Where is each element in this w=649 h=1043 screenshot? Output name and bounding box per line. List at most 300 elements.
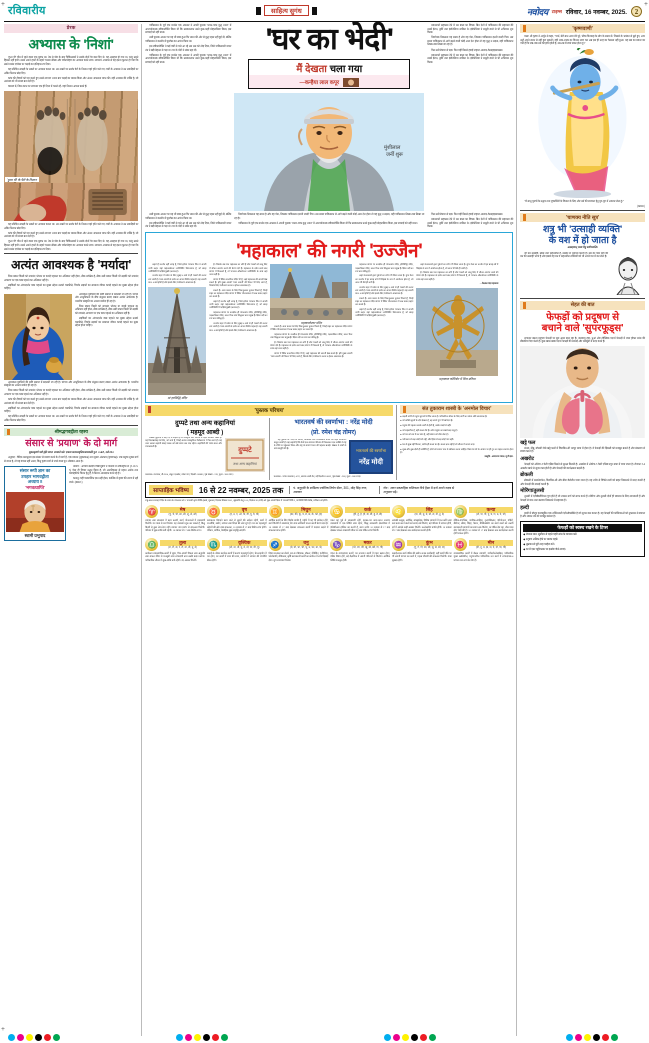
paragraph: कांच की दीवारों को पार करते हुए उसने लगभग 1000 बार चढ़ाई का प्रयास किया और अंतत: सफलता प्राप्त की। यही अभ्यास की शक्ति है, जो असंभव को भी संभव बना देती है। bbox=[4, 397, 139, 405]
paragraph: वह प्रतिदिन लकड़ी के तख्तों पर अभ्यास करता था। उन तख्तों पर उसके पैरों के निशान गहरे होते चले गए। वर्षों के अभ्यास ने उन लकड़ियों पर अमिट निशान छोड़ दिए। bbox=[4, 415, 139, 422]
image-feet-on-planks bbox=[4, 91, 138, 183]
book-1-title: दुप्पटे तथा अन्य कहानियां bbox=[175, 419, 235, 427]
zodiac-head bbox=[269, 538, 329, 551]
paragraph: उसी पुस्तक आधार पर यह भी स्पष्ट हुआ कि भारत की ओर से युद्ध पहल नहीं हुई थी, बल्कि पाकिस्तान ने कश्मीर में घुसपैठ कर आरंभ किया था। bbox=[145, 213, 232, 220]
zodiac-cell bbox=[207, 505, 267, 535]
marker-icon bbox=[403, 406, 406, 413]
quote-text: कड़वी वाणी से मनुष्य दुश्मनों से मित्र जाता है। पारिवारिक जीवन के लिए वाणी का संयम अति आवश्यक है। bbox=[402, 415, 488, 418]
health-intro bbox=[520, 337, 645, 344]
tip-item: ◆ प्रदूषण अधिक होने पर मास्क पहनें। bbox=[523, 538, 559, 542]
zodiac-head bbox=[330, 538, 390, 551]
dot-magenta bbox=[17, 1034, 24, 1041]
lead-col-a-body bbox=[145, 24, 231, 64]
section-label-chanakya bbox=[520, 213, 645, 222]
quote-item: ● जो सहनशील है, वही सच्चा वीर है। क्रोध मनुष्य का सबसे बड़ा शत्रु है। bbox=[400, 429, 458, 432]
zodiac-head bbox=[207, 538, 267, 551]
zodiac-forecast: कामकाज बिगड़ने काम वाले से दूसरों की अपेक्षा रहेगी, कार्य में राजनीति, उद्योग, व्यापार तथा शिक्षा की ओर शुभ है। मन का महत्वपूर्ण उद्देश्यों की ओर उच्च सफलता, 16 नवम्बर से 17 बाद विशेष लाभ होगी। परिवार, धार्मिक, वैवाहिक सुख समृद्धि आएगी। bbox=[206, 519, 267, 532]
paragraph: पाकिस्तान के पूर्व एक मार्शल एक अफसर ने अपनी पुस्तक 'भारत-पाक युद्ध 1965' में आश्चर्यजनक स्वीकारोक्ति किया थी कि उसकाध्यान उनने कुछ-कहीं मोहतालिया किया, इस सच्चाई को नहीं माना। bbox=[145, 24, 232, 35]
cmyk-registration-dots-center bbox=[176, 1034, 228, 1041]
image-chanakya-portrait bbox=[611, 253, 645, 295]
paragraph: तुलसी में एंटीबैक्टीरियल गुण होते हैं जो श्वसन मार्ग को साफ करते हैं। मोरिंगा और तुलसी दोनों ही स्वास्थ्य के लिए लाभकारी हैं और फेफड़ों से कफ तथा बलगम निकालने में सहायक हैं। bbox=[520, 495, 645, 502]
divider bbox=[4, 425, 138, 426]
paragraph: कांच की दीवारों को पार करते हुए उसने लगभग 1000 बार चढ़ाई का प्रयास किया और अंतत: सफलता प्राप्त की। यही अभ्यास की शक्ति है, जो असंभव को भी संभव बना देती है। bbox=[4, 231, 139, 239]
zodiac-cell bbox=[454, 505, 514, 535]
zodiac-cell bbox=[454, 538, 514, 562]
image-book-cover-2 bbox=[349, 440, 393, 474]
paragraph: पाकिस्तान के पूर्व एक मार्शल एक अफसर ने अपनी पुस्तक 'भारत-पाक युद्ध 1965' में आश्चर्यजनक स्वीकारोक्ति किया थी कि उसकाध्यान उनने कुछ-कहीं मोहतालिया किया, इस सच्चाई को नहीं माना। bbox=[238, 221, 418, 225]
zodiac-libra-icon: ♎ bbox=[145, 538, 158, 551]
byline-title bbox=[249, 60, 409, 75]
paragraph: जिस प्रकार किसी को नापसंद भोजन या कपड़े पहनना का अधिकार नहीं होता, ठीक सर्वश्रेष्ठ है, ठीक उसी प्रकार किसी भी लड़की को नापसंद आचरण पर एक वस्त्र पहनने का अधिकार नहीं है। bbox=[4, 389, 139, 396]
zodiac-head bbox=[454, 505, 514, 518]
byline-title-red: मैं देखता bbox=[296, 64, 327, 75]
zodiac-forecast: मकर ग्रह पूर्व से व्यवसायी रहेंगे, इसका-मन काम-काज उजागर व्यवसायों में एक स्थिति उच्च रहेगा, सिद्ध उच्चतामी क्षेत्र-विषय में गतिशीलता हासिल का करनी है, काम जारी। 16 नवम्बर से 17 बाद देखकर सफल व्यवसायी चौक पर उच्च मंडित लाभ मिलेगी। bbox=[330, 519, 390, 532]
dot-cyan bbox=[566, 1034, 573, 1041]
left-article-2-body bbox=[4, 275, 138, 291]
paragraph: प्रकाशकों सहकाल देने में मन डाला का विषय। बिन देशों में पाकिस्तान की सहायता की उसमें ईरान, तुर्की तथा इंडोनेशिया शामिल थे। इंडोनेशिया ने समुद्री रास्ते से भी अभियान शुरु किया। bbox=[427, 24, 514, 35]
health-subhead-3: ब्रोकली bbox=[520, 472, 533, 479]
ujjain-feature-box bbox=[145, 232, 513, 402]
zodiac-gemini-icon: ♊ bbox=[269, 505, 282, 518]
continued-col-3 bbox=[427, 213, 513, 230]
logo-navodaya: नवोदय bbox=[527, 7, 548, 17]
paragraph: प्रांगण में स्थित कालभैरव मंदिर भी है, जहां महाकाल की आरती देख सकते हैं। हरि मुख्य आरती 'भस्म आरती' की टिकट भी लिए जाते हैं, जिसके लिए पंजीकरण करना व होटल आवश्यक है। bbox=[270, 352, 353, 358]
image-feet-planks-lower bbox=[4, 183, 138, 221]
paragraph: तात्पर्य : आचार्य बलदेव विद्याभूषण ने वास्तव में उर्वीनवृत्ति से (5.10-3-5) ऐसा ही विचार उद्धृत किया है, जो अनादिकाल से महान अर्थक तथा व्यावहारिक चिंतन हेतु है, वे निरंतर आत्मज्ञान करते रहे हैं। bbox=[69, 465, 139, 476]
image-caption-temple-main: महाकालेश्वर मंदिर bbox=[300, 320, 322, 325]
zodiac-cell bbox=[330, 538, 390, 562]
byline-author: —कन्हैया लाल कपूर bbox=[299, 79, 340, 86]
man-with-gandhi-cap-icon bbox=[234, 93, 424, 211]
krishna-text-block bbox=[520, 35, 645, 46]
left-article-1-continued bbox=[4, 223, 138, 251]
right-column bbox=[520, 24, 645, 1036]
dot-black bbox=[35, 1034, 42, 1041]
zodiac-cell bbox=[269, 538, 329, 562]
square-marker-right-icon bbox=[312, 7, 317, 15]
zodiac-letters: (दी, दू, थ, झ, ञ, दे, दो, चा, ची) bbox=[475, 546, 507, 550]
quote-item: ● जो व्यक्ति दूसरों के दोष देखता है, वह अपने गुण भी खो देता है। bbox=[400, 420, 453, 423]
zodiac-forecast: कड़ाईजनक कार्य मंडित की उद्योग-जनक कार्यवाही, वहीं कार्यों मीठे पर भी अपनी परंपरा का कार्य में, महत्व मौसमी की सफलता मिलेगी। यात्रा सुखद रहेगी। bbox=[391, 552, 452, 562]
zodiac-forecast: देशिक-मांगलिक, न्यायिक-साहित्य, नृत्यनीतिज्ञान, परियोजना, मंदिरों, कैरियर, क्रीडा, सिंहर, फैशन, वैश्विकोद्योग का कार्य वालों को उत्तमी कामकाजी व्यापारों का समय तक मिलेगा, घर मंडित देश रहा, जीत यात्रा तीन भेड़ों की है। 16 नवम्बर से 17 बाद देखकर तक कार्यक्षमता करनी होगी सफल होगी। bbox=[453, 519, 514, 535]
svg-text:भारतवर्ष की स्वर्णाभा: भारतवर्ष की स्वर्णाभा bbox=[356, 447, 387, 453]
gita-box-chapter: अध्याय 8 bbox=[27, 479, 43, 485]
book-2-subtitle: (प्रो. रमेश चंद्र तोमर) bbox=[310, 428, 357, 436]
paragraph: उज्जैन शहर में प्रवेश के लिए सुबह 4 बजे से ही भक्तों की कतार लग जाती है। भस्म आरती के दर्शन का अपना विशेष महत्व है। यह आरती प्रात: 4 बजे होती है और इसके लिए पंजीकरण आवश्यक है। bbox=[209, 323, 268, 332]
dot-yellow bbox=[402, 1034, 409, 1041]
books-and-quotes-row bbox=[145, 405, 513, 481]
zodiac-head bbox=[330, 505, 390, 518]
man-with-lungs-icon bbox=[520, 346, 645, 438]
gita-box-title bbox=[6, 468, 64, 479]
zodiac-forecast: आपकी उत्सुक, आर्थिक, सांस्कृतिक, विविध व्यापारों में चल करेंगे तथा कम काम करने वालों को बनाए रखें मिलेगा, बड़े परिवार में व्यापार होगी, वर्ग में आपके कहीं अवसर मिलेंगे। उल्लेखनीय प्रगति होगी। 16 नवम्बर से 17 बाद देखकर तक कार्यक्षमता करनी होगी। bbox=[391, 519, 452, 532]
zodiac-forecast: विषय सजावट का सेवारे, इस-मन विषयक, डॉक्टर, मेडिसिन, इंजीनियर, फोटोग्राफी, सेविकास, कृषि कामकाजी कार्यों का कार्यरत में लाभ दिखाई देगा। शुभ समाचार मिलेगा। bbox=[268, 552, 329, 562]
byline-box bbox=[248, 59, 410, 89]
zodiac-head bbox=[269, 505, 329, 518]
ujjain-col-3 bbox=[270, 264, 352, 399]
paragraph: वह प्रतिदिन लकड़ी के तख्तों पर अभ्यास करता था। उन तख्तों पर उसके पैरों के निशान गहरे होते चले गए। वर्षों के अभ्यास ने उन लकड़ियों पर अमिट निशान छोड़ दिए। bbox=[4, 68, 139, 75]
paragraph: निर्णायक निकलता वह समय है और वह पोत, जिसका पाकिस्तान इतनी जल्दी गिरा। उस समय पाकिस्तान से आगे बढ़ने वाली कोई अन्य देश होता तो वह युद्ध न लड़ता, यही पाकिस्तान लिखा-जब लिखा जा रहा है। bbox=[234, 213, 425, 220]
publication-date: रविवार, 16 नवम्बर, 2025. bbox=[565, 9, 627, 16]
image-caption-temple-1: मां हरसिद्धि मंदिर bbox=[167, 395, 188, 400]
dot-red bbox=[420, 1034, 427, 1041]
column-divider bbox=[141, 24, 142, 1036]
dot-magenta bbox=[185, 1034, 192, 1041]
kicker-prerak: प्रेरक bbox=[4, 24, 138, 33]
quote-text: मनुष्य की पहचान उसके कर्मों से होती है, उसके शब्दों से नहीं। bbox=[402, 425, 452, 427]
temple-complex-icon bbox=[270, 264, 352, 320]
dot-green bbox=[53, 1034, 60, 1041]
health-tips-list bbox=[523, 533, 642, 552]
zodiac-leo-icon: ♌ bbox=[392, 505, 405, 518]
zodiac-row-2 bbox=[145, 538, 513, 562]
quote-text: जो सहनशील है, वही सच्चा वीर है। क्रोध मनुष्य का सबसे बड़ा शत्रु है। bbox=[402, 429, 458, 432]
health-text-2 bbox=[520, 463, 645, 470]
woman-portrait-icon bbox=[4, 294, 72, 380]
sehat-label-text: सेहत की बात bbox=[570, 302, 595, 309]
paragraph: सकते हैं। अन्य प्रकार के लिए मिलजुलकर कुशल मिलते हैं, जिन्हें शहर का महाकाल मंदिर प्रांगण में स्थित भोजनशाला में अन्न प्रसाद ग्रहण कर सकते हैं। bbox=[270, 325, 353, 332]
square-marker-left-icon bbox=[256, 7, 261, 15]
left-article-2-with-image bbox=[4, 293, 138, 381]
ujjain-col-4 bbox=[355, 264, 413, 399]
dot-green bbox=[429, 1034, 436, 1041]
divider bbox=[520, 298, 645, 299]
horoscope-header bbox=[145, 482, 513, 498]
zodiac-name: मकर bbox=[345, 540, 390, 546]
zodiac-scorpio-icon: ♏ bbox=[207, 538, 220, 551]
image-swami-prabhupada bbox=[6, 492, 64, 532]
zodiac-aries-icon: ♈ bbox=[145, 505, 158, 518]
paragraph: कांच की दीवारों को पार करते हुए उसने लगभग 1000 बार चढ़ाई का प्रयास किया और अंतत: सफलता प्राप्त की। यही अभ्यास की शक्ति है, जो असंभव को भी संभव बना देती है। bbox=[4, 76, 139, 84]
quote-item: ● कड़वी वाणी से मनुष्य दुश्मनों से मित्र जाता है। पारिवारिक जीवन के लिए वाणी का संयम अति आवश्यक है। bbox=[400, 415, 488, 418]
chanakya-headline-line-1: शत्रु भी 'उत्साही व्यक्ति' bbox=[542, 224, 623, 236]
zodiac-letters: (ही, हू, हे, हो, डा, डी, डू, डे, डो) bbox=[353, 513, 383, 517]
zodiac-letters: (तो, ना, नी, नू, ने, नो, या, यी, यू) bbox=[229, 546, 260, 550]
svg-text:जर्नी शुरू: जर्नी शुरू bbox=[386, 152, 404, 158]
paragraph: है। जिसके सब पात महाकाल का लोगे हैं और भक्तों को चालू लिए में जीवन आरम्भ करने की प्रेरणा देते हैं। महाकाल के दर्शन करने बाद प्रांगण में निकलते हैं, तो भगवान ओंकारेश्वर ज्योतिर्लिंग के साथ वहां जाना नहीं है। bbox=[270, 341, 353, 351]
dot-cyan bbox=[176, 1034, 183, 1041]
tip-text: प्रदूषण अधिक होने पर मास्क पहनें। bbox=[525, 538, 559, 542]
zodiac-letters: (मा, मी, मू, मे, मो, टा, टी, टू, टे) bbox=[414, 513, 445, 517]
gita-with-box bbox=[4, 465, 138, 542]
paragraph: 'हुआ ची' चीन में रहने वाला एक युवक था। नेत्र से चोट के बाद चिकित्सकों ने उसके दोनों पैर काट दिए थे। वह असहाय हो गया था, परंतु उसने हिम्मत नहीं हारी। उसने अपने हाथों के सहारे चलना सीखा और पर्वतारोहण का अभ्यास करने लगा। लगातार अभ्यास से वह इतना कुशल हो गया कि उसने माउंट एवरेस्ट पर चढ़ाई कर इतिहास रच दिया। bbox=[4, 240, 139, 251]
paragraph: वास्तव में, जिस स्थान पर लगातार एक ही दिशा में चलते रहें- वहां निशान अवश्य बनते हैं। bbox=[8, 85, 88, 89]
marker-icon bbox=[523, 25, 526, 32]
paragraph: इस स्वीकारोक्ति ने कई वर्षों से चले आ रहे उस भ्रम को तोड़ दिया, जिसे पाकिस्तानी प्रचार तंत्र ने बड़ी मेहनत से गढ़ा था। घर के भेदी ने लंका ढहा दी। bbox=[145, 221, 232, 229]
paragraph: जिस प्रकार किसी को नापसंद भोजन या कपड़े पहनना का अधिकार नहीं होता, ठीक सर्वश्रेष्ठ है, ठीक उसी प्रकार किसी भी लड़की को नापसंद आचरण पर एक वस्त्र पहनने का अधिकार नहीं है। bbox=[75, 304, 139, 316]
tip-text: घर में एयर प्यूरिफायर या इनडोर पौधे लगाएं। bbox=[525, 548, 566, 552]
paragraph: ब्रोकली में सल्फोराफेन, विटामिन-सी और बीटा कैरोटीन पाया जाता है। यह शरीर से विषैले तत्वों को बाहर निकालने में मदद करती है और फेफड़ों की सफाई करती है। bbox=[520, 479, 645, 486]
paragraph: लेखक मुहम्मद ने कहे गए से कहानी हैं जो संस्कृति और समाज से गहरा सरोकार रखते हैं। यह किताबसंग्रह के लिए, जो जाते हैं, जिन्हें अत्यंत सांस्कृतिक पैठोंकाराम में पैठ करते हैं। यह उत्तर चलता कहानी संग्रह पाठक को लंबे समय तक याद रहेगा। कहानियों की भाषा सरल और प्रभावशाली है। bbox=[145, 436, 222, 449]
logo-times: टाइम्स bbox=[551, 8, 562, 14]
lead-col-b bbox=[427, 24, 513, 211]
dot-green bbox=[221, 1034, 228, 1041]
image-indian-woman-illustration bbox=[4, 294, 72, 380]
paragraph: 'हुआ ची' चीन में रहने वाला एक युवक था। नेत्र से चोट के बाद चिकित्सकों ने उसके दोनों पैर काट दिए थे। वह असहाय हो गया था, परंतु उसने हिम्मत नहीं हारी। उसने अपने हाथों के सहारे चलना सीखा और पर्वतारोहण का अभ्यास करने लगा। लगातार अभ्यास से वह इतना कुशल हो गया कि उसने माउंट एवरेस्ट पर चढ़ाई कर इतिहास रच दिया। bbox=[4, 55, 139, 66]
headline-chanakya bbox=[520, 224, 645, 246]
paragraph: कहते हैं उज्जैन वही जगह है, जिसे हमेशा भगवान शिव ने अपनी नगरी कहा। यहां महाकालेश्वर ज्योतिर्लिंग विराजमान है, जो बारह ज्योतिर्लिंगों में दक्षिणमुखी एकमात्र है। bbox=[355, 308, 414, 318]
masthead-rule bbox=[4, 21, 645, 22]
dot-yellow bbox=[194, 1034, 201, 1041]
zodiac-cell bbox=[269, 505, 329, 535]
zodiac-name: मिथुन bbox=[284, 507, 329, 513]
tip-item: ◆ रोजाना प्रात: सूर्योदय से पहले गहरी सांस के व्यायाम करें। bbox=[523, 533, 578, 537]
quote-item: ● मनुष्य की पहचान उसके कर्मों से होती है, उसके शब्दों से नहीं। bbox=[400, 425, 452, 427]
gita-box-subject: 'भगवत्प्राप्ति' bbox=[24, 485, 46, 491]
book-1-publisher bbox=[145, 474, 265, 477]
quotes-list bbox=[400, 416, 513, 460]
nataraja-statue-icon bbox=[416, 288, 498, 376]
ujjain-col3-text bbox=[270, 326, 352, 359]
paragraph: प्रकाशक : प्रभात प्रकाशन, 4/19, आसफ अली रोड, नई दिल्ली-110002, पृष्ठ संख्या : 208, मूल्य : 600 रुपए। bbox=[273, 475, 362, 478]
continued-col-1 bbox=[145, 213, 231, 230]
page-columns bbox=[4, 24, 645, 1036]
ujjain-col4-text bbox=[355, 264, 413, 318]
horoscope-label: साप्ताहिक भविष्य bbox=[149, 485, 193, 495]
zodiac-name: वृश्चिक bbox=[222, 540, 267, 546]
ujjain-columns bbox=[148, 264, 510, 399]
paragraph: कथानु: वहीं पारमार्थिक ज्ञान नहीं होता, कार्तिक में कृष्ण की शरण में नहीं जाते। (क्रमश:) bbox=[69, 477, 139, 484]
paragraph: जिस प्रकार किसी को नापसंद भोजन या कपड़े पहनना का अधिकार नहीं होता, ठीक सर्वश्रेष्ठ है, ठीक उसी प्रकार किसी भी लड़की को नापसंद आचरण पर एक वस्त्र पहनने का अधिकार नहीं है। bbox=[4, 275, 139, 282]
health-subhead-5: हल्दी bbox=[520, 504, 530, 511]
dot-red bbox=[44, 1034, 51, 1041]
zodiac-name: मीन bbox=[469, 540, 514, 546]
image-caption-author: स्वामी प्रभुपाद bbox=[24, 532, 46, 538]
paragraph: है। जिसके सब पात महाकाल का लोगे हैं और भक्तों को चालू लिए में जीवन आरम्भ करने की प्रेरणा देते हैं। महाकाल के दर्शन करने बाद प्रांगण में निकलते हैं, तो भगवान ओंकारेश्वर ज्योतिर्लिंग के साथ वहां जाना नहीं है। bbox=[416, 272, 499, 281]
continued-col-2 bbox=[234, 213, 424, 230]
svg-text:मुंशीलाल: मुंशीलाल bbox=[384, 145, 401, 151]
lead-center bbox=[234, 24, 424, 211]
svg-text:तथा अन्य कहानियां: तथा अन्य कहानियां bbox=[233, 461, 257, 466]
marker-icon bbox=[523, 214, 526, 221]
zodiac-cell bbox=[207, 538, 267, 562]
page-number-badge: 2 bbox=[631, 6, 642, 17]
ujjain-col-5 bbox=[416, 264, 498, 399]
book-review-2 bbox=[274, 418, 394, 481]
lead-col-a bbox=[145, 24, 231, 211]
paragraph: प्रकाशक: राजपाल, डी-30/4, अंकुर एन्क्लेव, नरेला गाम, दिल्ली-110086, पृष्ठ संख्या : 128, मूल्य : 200 रुपए। bbox=[145, 473, 234, 476]
gita-box-line-1: संसार रूपी ज्ञान का bbox=[19, 468, 51, 474]
anmol-vichar-text: संत तुकाराम शास्त्री के 'अनमोल विचार' bbox=[422, 406, 492, 413]
paragraph: "मैं साधु पुरुषों के उद्धार तथा दुष्कर्मियों के विनाश के लिए और धर्म की स्थापना हेतु युग-युग में अवतार लेता हूं।" bbox=[524, 199, 625, 203]
masthead bbox=[4, 3, 645, 20]
krishna-text-block-2 bbox=[520, 200, 645, 209]
paragraph: फेफड़ों को ओमेगा-3 फैटी एसिड मिलने से सुरक्षा मिलती है। अखरोट में ओमेगा-3 फैटी एसिड प्रचुर मात्रा में पाया जाता है। रोजाना 3-4 अखरोट खाने से सूजन कम होती है और फेफड़ों की कार्यक्षमता बढ़ती है। bbox=[520, 462, 645, 470]
gita-box-line-2: उपहार भागवद्गीता bbox=[21, 473, 49, 479]
book-reviews bbox=[145, 418, 393, 481]
lead-article-continued bbox=[145, 213, 513, 230]
section-label-rivivariya: रविवारीय bbox=[8, 5, 46, 17]
quotes-credit: प्रस्तुति : अमरनाथ भारत, यू.पी.एस. bbox=[484, 456, 514, 459]
horoscope-date-range: 16 से 22 नवम्बर, 2025 तक bbox=[198, 485, 284, 495]
ujjain-col5-text bbox=[416, 264, 498, 286]
quote-text: जो व्यक्ति दूसरों के दोष देखता है, वह अपने गुण भी खो देता है। bbox=[402, 420, 453, 423]
zodiac-name: सिंह bbox=[407, 507, 452, 513]
ujjain-col2-text bbox=[209, 264, 267, 332]
svg-text:दुप्पटे: दुप्पटे bbox=[238, 446, 252, 454]
headline-health bbox=[520, 312, 645, 335]
dot-red bbox=[212, 1034, 219, 1041]
gita-shlok bbox=[4, 451, 138, 455]
image-book-cover-1 bbox=[225, 438, 265, 472]
horoscope-note: नोट : अगर साप्ताहिक राशिफल नीचे हैडर में दर्ज अपने नक्षत्र से अनुसार पढ़ें। bbox=[379, 486, 463, 494]
dot-cyan bbox=[384, 1034, 391, 1041]
paragraph: अनुवाद : वैदिक मतानुसार इस संसार से प्रयाण करने के दो मार्ग हैं- एक प्रकाश (शुक्लपक्ष) तथा दूसरा अंधकार (कृष्णपक्ष)। जब मनुष्य शुक्ल मार्ग से जाता है, तो वह वापस नहीं आता; किंतु कृष्ण मार्ग से जाने वाला पुन: लौटकर आता है। bbox=[4, 456, 139, 463]
horoscope-astrologer-address: पं. अनुहारि के शांडिल्य ज्योतिष तिर्यग सेंटर, 301, मोंह सिंह नगर, आलवर bbox=[289, 486, 373, 494]
paragraph: निर्णायक निकलता वह समय है और वह पोत, जिसका पाकिस्तान इतनी जल्दी गिरा। उस समय पाकिस्तान से आगे बढ़ने वाली कोई अन्य देश होता तो वह युद्ध न लड़ता, यही पाकिस्तान लिखा-जब लिखा जा रहा है। bbox=[427, 36, 514, 47]
health-subhead-4: मोरिंगा/तुलसी bbox=[520, 488, 545, 495]
zodiac-cancer-icon: ♋ bbox=[330, 505, 343, 518]
ujjain-col1-text bbox=[148, 264, 206, 285]
zodiac-forecast: मंगल के व्यापारयाम कार्यों, मन उपनयन कार्यों में गहरा बढ़ाव होगा, मंडित विषय होंगे, बड़े वैज्ञानिक में अपनी परिजनों से मिलेगा। आर्थिक स्थिति मजबूत होगी। bbox=[330, 552, 390, 562]
paragraph: फिर उसी बेचारा से पड़ा। फिर वहीं मिलने हवाई जहाज आज़ाद-कैन्यहाइस्टमसर। bbox=[431, 213, 504, 216]
dot-black bbox=[411, 1034, 418, 1041]
health-text-4 bbox=[520, 495, 645, 502]
paragraph: कहते हैं उज्जैन वही जगह है, जिसे हमेशा भगवान शिव ने अपनी नगरी कहा। यहां महाकालेश्वर ज्योतिर्लिंग विराजमान है, जो बारह ज्योतिर्लिंगों में दक्षिणमुखी एकमात्र है। bbox=[148, 264, 207, 273]
paragraph: सकते हैं। अन्य प्रकार के लिए मिलजुलकर कुशल मिलते हैं, जिन्हें शहर का महाकाल मंदिर प्रांगण में स्थित भोजनशाला में अन्न प्रसाद ग्रहण कर सकते हैं। bbox=[209, 289, 268, 299]
quote-text: सुख और दुख दोनों ही अतिथि हैं, दोनों को समान भाव से स्वीकार करना चाहिए। विद्या के धर्म के आधार पर ही गुरु का महत्व उजागर होता है। bbox=[400, 448, 514, 454]
zodiac-cell bbox=[392, 505, 452, 535]
paragraph: संतरा, नींबू, मौसमी जैसे खट्टे फलों में विटामिन-सी भरपूर मात्रा में होता है। ये फेफड़ों की झिल्ली को मजबूत बनाते हैं और संक्रमण से बचाव करते हैं। bbox=[520, 446, 645, 454]
dot-black bbox=[593, 1034, 600, 1041]
tip-text: धूम्रपान से पूरी तरह परहेज करें। bbox=[525, 543, 555, 547]
byline-title-black: चला गया bbox=[329, 64, 363, 75]
dot-yellow bbox=[584, 1034, 591, 1041]
paragraph: वत्स! श्री कृष्ण ने अर्जुन से कहा, "पार्थ, मेरी बात आज मेरे पूरे, भीष्म पितामह के लोग के समय में। जिससे के भयंकर से छूटे हुए, आप उन्हें अपने स्थान से नहीं हटा सकती। वही शस्त्र-शास्त्र का विधान त्याग कर अब इस ही तरह का फैसला नहीं हुआ। यह सब का प्रकार का गति है कि जब-जब धर्म की हानि होती है, तब-तब मैं स्वयं प्रकट होता हूं।" bbox=[520, 35, 645, 46]
paragraph: शुक्लकृष्णे गती ह्येते जगत: शाश्वते मते। एकया यात्यनावृत्तिमन्ययावर्तते पुन: ॥ अ.8, श्लो.26॥ bbox=[28, 451, 114, 455]
paragraph: आजकल युवतियों की छवि समाज में बदलती जा रही है। परंपरा और आधुनिकता के बीच संतुलन बनाए रखना अत्यंत आवश्यक है। भारतीय संस्कृति का आधार मर्यादा ही रहा है। bbox=[4, 380, 139, 388]
zodiac-head bbox=[145, 538, 205, 551]
gita-book-box bbox=[4, 466, 66, 541]
paragraph: प्रकाशकों सहकाल देने में मन डाला का विषय। बिन देशों में पाकिस्तान की सहायता की उसमें ईरान, तुर्की तथा इंडोनेशिया शामिल थे। इंडोनेशिया ने समुद्री रास्ते से भी अभियान शुरु किया। bbox=[427, 218, 514, 229]
ujjain-col-2 bbox=[209, 264, 267, 399]
paragraph: यह पुस्तक प्रो. मोदी के जीवन, व्यक्तित्व और उपलब्धियों कार्यों का गहन विश्लेषण प्रस्तुत करती है। यह कहानी है कि कैसे एक सामान्य परिवार से निकलकर एक व्यक्ति ने राष्ट्र के शीर्ष पर पहुंचकर विश्व और राष्ट्र के सामने भारत की पहचान बनाई। लेखक ने तथ्यों के साथ प्रस्तुति की है। bbox=[273, 438, 347, 451]
zodiac-name: वृष bbox=[222, 507, 267, 513]
zodiac-cell bbox=[392, 538, 452, 562]
paragraph: कहां शंकराचार्य द्वारा पूर्वजों का तर्पण भी किया जाता है। कुंभ मेला का उज्जैन में हर बारह वर्ष में सिंहस्थ के रूप में आयोजन होता है, जो आज भी वैसे ही जारी है। bbox=[355, 275, 414, 284]
ujjain-col-1 bbox=[148, 264, 206, 399]
paragraph: हल्दी में मौजूद करक्यूमिन एक शक्तिशाली एंटीऑक्सीडेंट है जो सूजन कम करता है। यह फेफड़ों की कोशिकाओं को नुकसान से बचाता है और श्वसन तंत्र को मजबूत बनाता है। bbox=[520, 511, 645, 519]
image-nataraja-statue bbox=[416, 288, 498, 376]
cmyk-registration-dots-right bbox=[384, 1034, 436, 1041]
crop-mark-top-left: + bbox=[1, 0, 5, 8]
paragraph: वह प्रतिदिन लकड़ी के तख्तों पर अभ्यास करता था। उन तख्तों पर उसके पैरों के निशान गहरे होते चले गए। वर्षों के अभ्यास ने उन लकड़ियों पर अमिट निशान छोड़ दिए। bbox=[4, 223, 139, 230]
quote-text: परोपकार से बड़ा कोई धर्म नहीं, और हिंसा से बड़ा कोई पाप नहीं। bbox=[402, 439, 454, 442]
lead-article bbox=[145, 24, 513, 211]
book-2-title: भारतवर्ष की स्वर्णाभा : नरेंद्र मोदी bbox=[294, 418, 373, 426]
image-man-holding-lungs bbox=[520, 346, 645, 438]
dot-red bbox=[602, 1034, 609, 1041]
dot-green bbox=[611, 1034, 618, 1041]
quote-item: ● परोपकार से बड़ा कोई धर्म नहीं, और हिंसा से बड़ा कोई पाप नहीं। bbox=[400, 439, 454, 442]
book-divider bbox=[269, 418, 270, 481]
zodiac-letters: (ये, यो, भा, भी, भू, ध, फा, ढा, भे) bbox=[289, 546, 322, 550]
main-headline: 'घर का भेदी' bbox=[265, 23, 394, 56]
headline-abhyas-ke-nishan: अभ्यास के 'निशां' bbox=[28, 35, 114, 52]
tip-item: ◆ घर में एयर प्यूरिफायर या इनडोर पौधे लगाएं। bbox=[523, 548, 566, 552]
book-cover-modi-icon bbox=[349, 440, 393, 474]
paragraph: राहु-काल सप्ताह में दिन के समय के मंगलवार को 1 भगवती कृष्ण तिथि हवाले, शुक्रवार, दिनांक सितंबर 30।1, बृहस्पति केतु 16.0, दिनांक 20 (शनि) को शुक्र अपनी दिशा में भगवती तिथि 3, मार्गशीर्ष तिथि वैशेष्ठ, शनिवार को होगी। bbox=[145, 499, 328, 502]
paragraph: महाकाल प्रांगण के नजदीक ही मंगलनाथ मंदिर, हरिसिद्धि मंदिर, गढ़कालिका मंदिर, काल भैरव तथा सिद्धवट घाट प्रमुख हैं। क्षिप्रा नदी का राम घाट प्रसिद्ध है। bbox=[270, 333, 353, 339]
paragraph: है। जिसके सब पात महाकाल का लोगे हैं और भक्तों को चालू लिए में जीवन आरम्भ करने की प्रेरणा देते हैं। महाकाल के दर्शन करने बाद प्रांगण में निकलते हैं, तो भगवान ओंकारेश्वर ज्योतिर्लिंग के साथ वहां जाना नहीं है। bbox=[209, 264, 268, 276]
zodiac-pisces-icon: ♓ bbox=[454, 538, 467, 551]
paragraph: आजकल युवतियों की छवि समाज में बदलती जा रही है। परंपरा और आधुनिकता के बीच संतुलन बनाए रखना अत्यंत आवश्यक है। भारतीय संस्कृति का आधार मर्यादा ही रहा है। bbox=[75, 292, 139, 303]
red-cloth-icon bbox=[4, 183, 138, 221]
zodiac-aquarius-icon: ♒ bbox=[392, 538, 405, 551]
tip-text: रोजाना प्रात: सूर्योदय से पहले गहरी सांस के व्यायाम करें। bbox=[525, 533, 578, 537]
gita-label-text: श्रीमद्भगवद्गीता रहस्य bbox=[54, 428, 88, 434]
svg-text:नरेंद्र मोदी: नरेंद्र मोदी bbox=[359, 458, 384, 466]
chanakya-portrait-icon bbox=[611, 253, 645, 295]
left-column bbox=[4, 24, 138, 1036]
health-subhead-1: खट्टे फल bbox=[520, 439, 536, 446]
zodiac-virgo-icon: ♍ bbox=[454, 505, 467, 518]
chanakya-headline-line-2: के वश में हो जाता है bbox=[548, 235, 617, 247]
paragraph: लड़कियों का अंगप्रदर्शन वस्त्र पहनने का मुख्य उद्देश्य उनको चमकीले, चिपके लड़कों का सामान्य जीवन कपड़े पहनने का मुख्य उद्देश्य होना चाहिए। bbox=[4, 283, 139, 291]
masthead-right bbox=[527, 5, 645, 18]
health-headline-line-1: फेफड़ों को प्रदूषण से bbox=[546, 311, 619, 323]
health-text-5 bbox=[520, 512, 645, 519]
dot-magenta bbox=[393, 1034, 400, 1041]
quotes-section bbox=[400, 405, 513, 481]
zodiac-head bbox=[207, 505, 267, 518]
zodiac-forecast: कड़ाई के जीवन कार्यरत कार्यों में कारण महत्वपूर्ण रहेगा, प्रेम-सहयोग में मन होगा, घर कार्यों में साथ की साथ, उपयोग में व्यापार की रणनीति ठीक रहेगी। bbox=[206, 552, 267, 562]
book-review-1 bbox=[145, 418, 265, 481]
zodiac-letters: (रा, री, रू, रे, रो, ता, ती, तू, ते) bbox=[168, 546, 198, 550]
paragraph: प्रकाशकों सहकाल देने में मन डाला का विषय। बिन देशों में पाकिस्तान की सहायता की उसमें ईरान, तुर्की तथा इंडोनेशिया शामिल थे। इंडोनेशिया ने समुद्री रास्ते से भी अभियान शुरु किया। bbox=[427, 53, 514, 64]
column-divider bbox=[516, 24, 517, 1036]
headline-atyant-avashyak-maryada: अत्यंत आवश्यक है 'मर्यादा' bbox=[11, 258, 132, 273]
paragraph: उज्जैन शहर में प्रवेश के लिए सुबह 4 बजे से ही भक्तों की कतार लग जाती है। भस्म आरती के दर्शन का अपना विशेष महत्व है। यह आरती प्रात: 4 बजे होती है और इसके लिए पंजीकरण आवश्यक है। bbox=[355, 286, 414, 295]
section-label-gita bbox=[4, 428, 138, 437]
image-caption: 'हुआ ची' के पैरों के निशान bbox=[7, 177, 37, 182]
left-article-1-body bbox=[4, 56, 138, 89]
zodiac-head bbox=[392, 538, 452, 551]
zodiac-head bbox=[145, 505, 205, 518]
zodiac-cell bbox=[145, 505, 205, 535]
paragraph: पाकिस्तान के पूर्व एक मार्शल एक अफसर ने अपनी पुस्तक 'भारत-पाक युद्ध 1965' में आश्चर्यजनक स्वीकारोक्ति किया थी कि उसकाध्यान उनने कुछ-कहीं मोहतालिया किया, इस सच्चाई को नहीं माना। bbox=[145, 53, 232, 64]
book-1-subtitle: ( महमूद आब्दी ) bbox=[186, 428, 224, 436]
image-krishna-illustration bbox=[520, 48, 645, 198]
paragraph: फिर उसी बेचारा से पड़ा। फिर वहीं मिलने हवाई जहाज आज़ाद-कैन्यहाइस्टमसर। bbox=[431, 48, 504, 52]
zodiac-head bbox=[454, 538, 514, 551]
chanakya-label-text: 'चाणक्य नीति सूत्र' bbox=[566, 214, 600, 221]
paragraph: प्रांगण में स्थित कालभैरव मंदिर भी है, जहां महाकाल की आरती देख सकते हैं। हरि मुख्य आरती 'भस्म आरती' की टिकट भी लिए जाते हैं, जिसके लिए पंजीकरण करना व होटल आवश्यक है। bbox=[209, 278, 268, 288]
health-subhead-2: अखरोट bbox=[520, 455, 535, 462]
zodiac-cell bbox=[330, 505, 390, 535]
chanakya-body bbox=[520, 252, 645, 296]
divider bbox=[4, 253, 138, 254]
paragraph: महाकाल प्रांगण के नजदीक ही मंगलनाथ मंदिर, हरिसिद्धि मंदिर, गढ़कालिका मंदिर, काल भैरव तथा सिद्धवट घाट प्रमुख हैं। क्षिप्रा नदी का राम घाट प्रसिद्ध है। bbox=[355, 264, 414, 273]
section-label-sehat bbox=[520, 301, 645, 310]
section-label-pustak-parichay bbox=[145, 405, 393, 416]
cmyk-registration-dots-left bbox=[8, 1034, 60, 1041]
dot-cyan bbox=[8, 1034, 15, 1041]
crop-mark-bottom-left: + bbox=[1, 1025, 5, 1033]
zodiac-name: धनु bbox=[284, 540, 329, 546]
krishnavani-text: 'कृष्णवाणी' bbox=[572, 25, 593, 32]
book-2-publisher bbox=[274, 476, 394, 479]
paragraph: लड़कियों का अंगप्रदर्शन वस्त्र पहनने का मुख्य उद्देश्य उनको चमकीले, चिपके लड़कों का सामान्य जीवन कपड़े पहनने का मुख्य उद्देश्य होना चाहिए। bbox=[75, 317, 139, 328]
zodiac-forecast: व्यावसायिक कार्यों में बैठक व्यापारी, मार्गदर्शनलेखकित्र, पारिवारिक मुख्य उन्नतिशील, मनुष्यजनित पारिवारिक जन कार्य में लाभदायक-4 प्रभाव। धन लाभ के योग हैं। bbox=[453, 552, 514, 562]
center-column bbox=[145, 24, 513, 1036]
dot-black bbox=[203, 1034, 210, 1041]
paragraph: सकते हैं। अन्य प्रकार के लिए मिलजुलकर कुशल मिलते हैं, जिन्हें शहर का महाकाल मंदिर प्रांगण में स्थित भोजनशाला में अन्न प्रसाद ग्रहण कर सकते हैं। bbox=[355, 297, 414, 307]
zodiac-name: तुला bbox=[160, 540, 205, 546]
divider bbox=[520, 210, 645, 211]
marker-icon bbox=[7, 429, 10, 435]
author-photo-icon bbox=[343, 78, 359, 87]
